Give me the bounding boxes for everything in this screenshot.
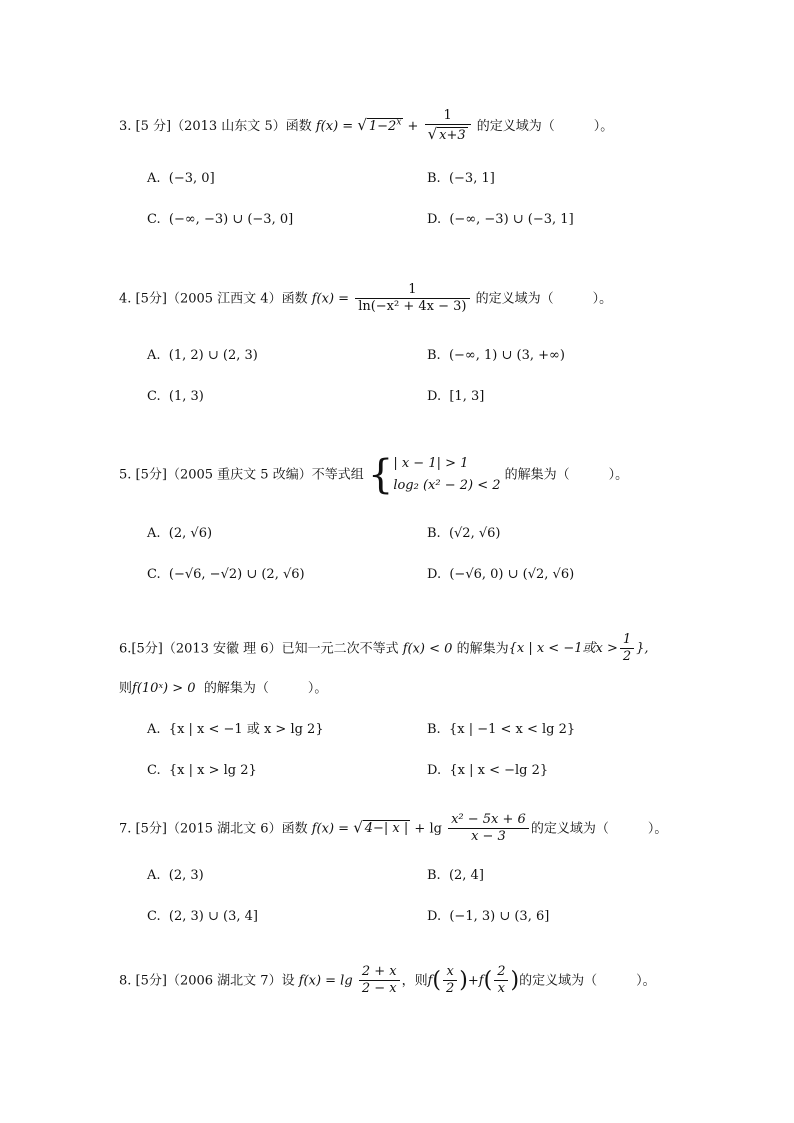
formula-lhs: f(x) = [311, 291, 350, 307]
question-5 [119, 453, 628, 497]
option-b[interactable]: B. (−∞, 1) ∪ (3, +∞) [427, 348, 565, 363]
option-a[interactable]: A. (2, 3) [147, 868, 204, 883]
question-number: 8. [119, 973, 132, 989]
fraction: $\frac{\text{x² − 5x + 6}}{x - 3}$ [448, 812, 529, 846]
option-a[interactable]: A. (1, 2) ∪ (2, 3) [147, 348, 258, 363]
formula-lhs: f(x) = [315, 118, 358, 134]
question-number: 6. [119, 641, 132, 657]
option-b[interactable]: B. (√2, √6) [427, 526, 501, 541]
fraction: $\frac{2 + x}{2 - x}$ [359, 964, 400, 998]
question-7: 7. [5分]（2015 湖北文 6）函数 f(x) = √ 4−| x | + lg $\frac{\text{x² − 5x + 6}}{x - 3}$ 的定义域为（ ）。 [119, 812, 668, 845]
option-c[interactable]: C. (1, 3) [147, 389, 204, 404]
option-a[interactable]: A. {x | x < −1 或 x > lg 2} [147, 722, 324, 737]
question-tail: 的定义域为（ ）。 [530, 821, 668, 837]
formula-lhs: f(x) = [311, 821, 354, 837]
option-d[interactable]: D. (−∞, −3) ∪ (−3, 1] [427, 212, 574, 227]
question-number: 3. [119, 118, 132, 134]
solution-set: {x | x < −1或x > $\frac{1}{2}$ }, [508, 632, 649, 665]
option-d[interactable]: D. (−1, 3) ∪ (3, 6] [427, 909, 550, 924]
option-d[interactable]: D. {x | x < −lg 2} [427, 763, 549, 778]
question-header: [5 分]（2013 山东文 5）函数 [135, 118, 312, 134]
option-c[interactable]: C. (2, 3) ∪ (3, 4] [147, 909, 258, 924]
question-header: [5分]（2005 重庆文 5 改编）不等式组 [135, 467, 364, 483]
option-b[interactable]: B. (−3, 1] [427, 171, 495, 186]
inequality-system: | x − 1| > 1 log₂ (x² − 2) < 2 [393, 456, 501, 494]
option-a[interactable]: A. (−3, 0] [147, 171, 215, 186]
question-tail: 的定义域为（ ）。 [476, 118, 614, 134]
option-a[interactable]: A. (2, √6) [147, 526, 213, 541]
radicand: $1-2^x$ [368, 117, 402, 134]
option-d[interactable]: D. [1, 3] [427, 389, 485, 404]
question-number: 4. [119, 291, 132, 307]
condition: f(x) < 0 [402, 641, 453, 657]
question-tail: 的定义域为（ ）。 [475, 291, 613, 307]
option-c[interactable]: C. {x | x > lg 2} [147, 763, 257, 778]
formula-lhs: f(x) = lg [298, 973, 353, 989]
fraction: $\frac{1}{√ x+3}$ [425, 108, 471, 145]
question-6: 6.[5分]（2013 安徽 理 6）已知一元二次不等式 f(x) < 0 的解集为{x | x < −1或x > $\frac{1}{2}$ }, [119, 632, 649, 665]
question-6-line-2: 则f(10ˣ) > 0 的解集为（ ）。 [119, 681, 328, 696]
question-4 [119, 282, 612, 316]
option-b[interactable]: B. {x | −1 < x < lg 2} [427, 722, 576, 737]
question-3: 3. [5 分]（2013 山东文 5）函数 f(x) = √ $1-2^x$ + $\frac{1}{√ x+3}$ 的定义域为（ ）。 [119, 108, 614, 144]
question-header: [5分]（2013 安徽 理 6）已知一元二次不等式 [131, 641, 399, 657]
question-tail: 的解集为（ ）。 [504, 467, 629, 483]
fraction: $\frac{1}{\text{ln(−x² + 4x − 3)}}$ [355, 282, 469, 316]
option-c[interactable]: C. (−√6, −√2) ∪ (2, √6) [147, 567, 305, 582]
question-header: [5分]（2015 湖北文 6）函数 [135, 821, 308, 837]
brace: { [367, 452, 394, 499]
question-header: [5分]（2006 湖北文 7）设 [135, 973, 295, 989]
option-b[interactable]: B. (2, 4] [427, 868, 484, 883]
question-number: 7. [119, 821, 132, 837]
question-header: [5分]（2005 江西文 4）函数 [135, 291, 308, 307]
option-d[interactable]: D. (−√6, 0) ∪ (√2, √6) [427, 567, 575, 582]
question-number: 5. [119, 467, 132, 483]
option-c[interactable]: C. (−∞, −3) ∪ (−3, 0] [147, 212, 294, 227]
question-8: 8. [5分]（2006 湖北文 7）设 f(x) = lg $\frac{2 + x}{2 - x}$ ，则f( $\frac{x}{2}$ )+f( $\frac{2}{x}$ )的定义域为（ ）。 [119, 964, 656, 997]
question-tail: 的定义域为（ ）。 [519, 973, 656, 989]
